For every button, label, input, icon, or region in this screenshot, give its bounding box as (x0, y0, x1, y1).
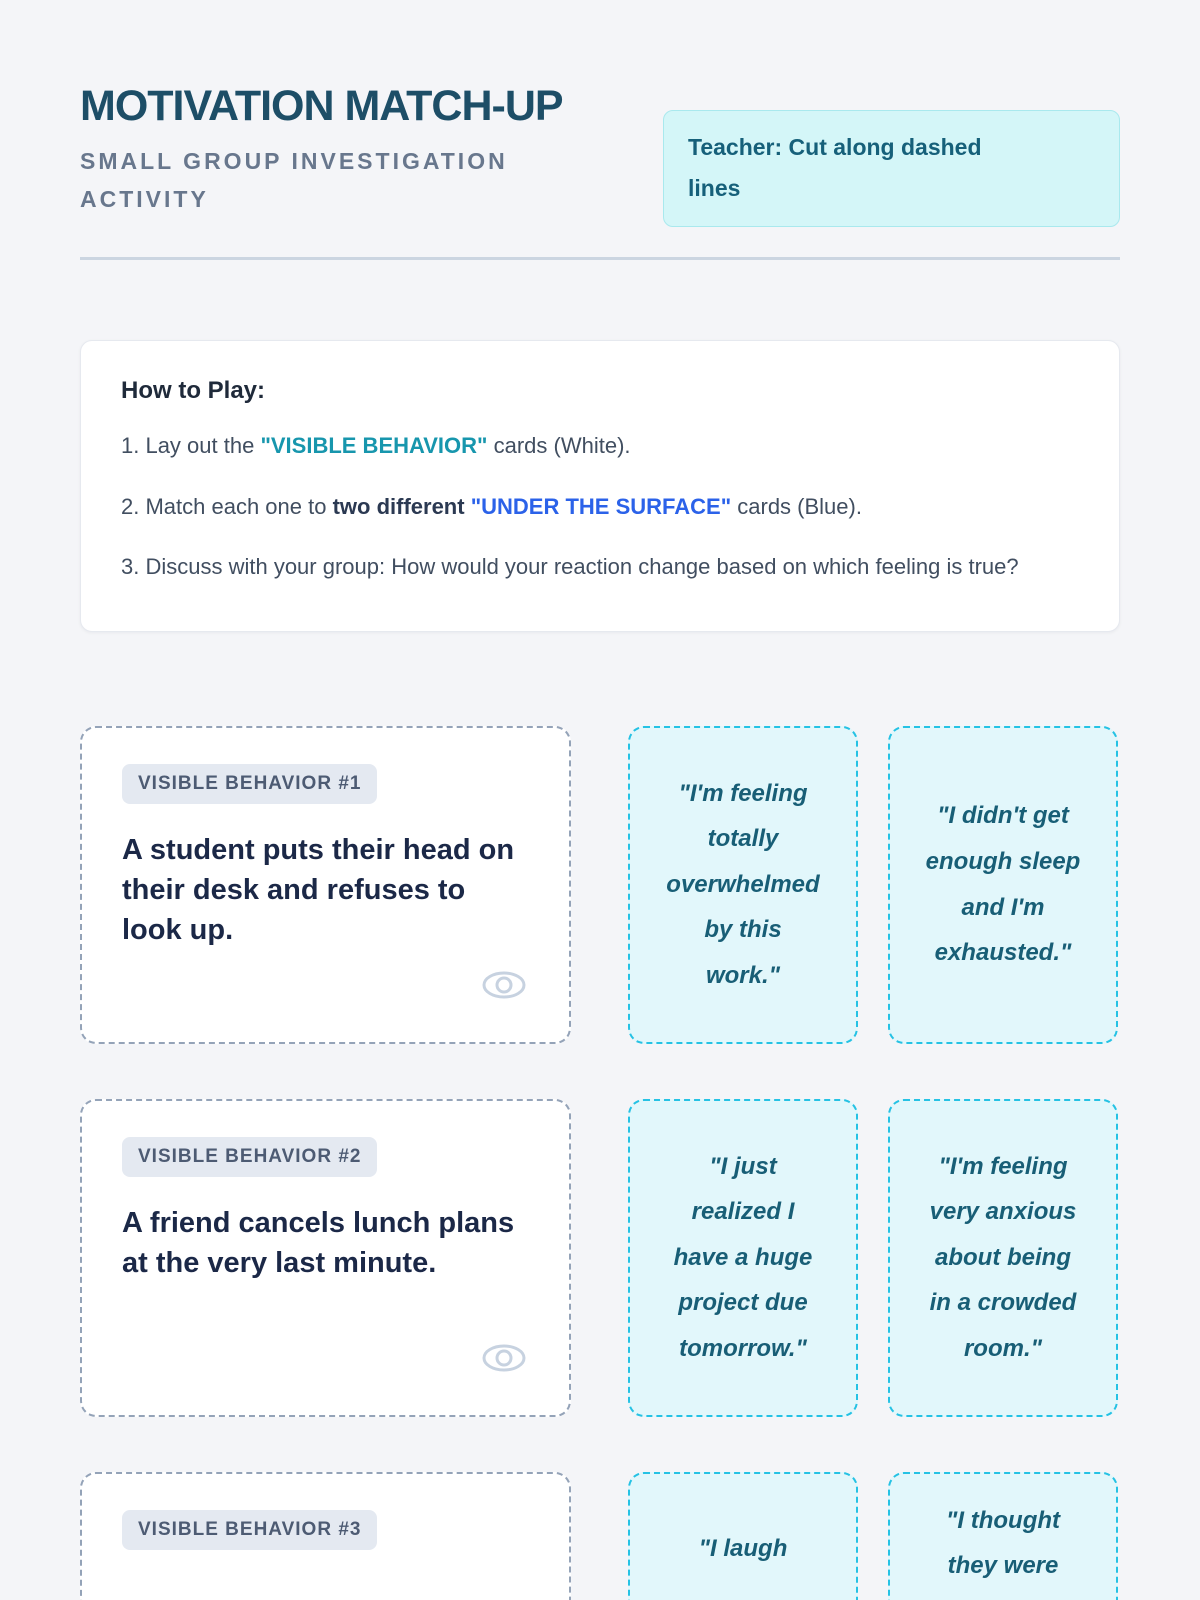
step-1-suffix: cards (White). (487, 433, 631, 459)
behavior-badge-2: VISIBLE BEHAVIOR #2 (122, 1137, 377, 1177)
feeling-card-3a (628, 1472, 858, 1600)
feeling-card-2a (628, 1099, 858, 1417)
header (80, 84, 1120, 219)
teacher-note-text: Teacher: Cut along dashed lines (688, 134, 982, 202)
feeling-card-2b (888, 1099, 1118, 1417)
behavior-card-2 (80, 1099, 571, 1417)
feeling-quote: "I thought they were (946, 1506, 1060, 1580)
behavior-text-1: A student puts their head on their desk and refuses to look up. (122, 833, 515, 946)
feeling-quote: "I'm feeling very anxious about being in a crowded room." (929, 1152, 1077, 1362)
feeling-card-3b (888, 1472, 1118, 1600)
step-1 (121, 427, 1079, 466)
card-row-3 (80, 1472, 1120, 1600)
feeling-quote: "I'm feeling totally overwhelmed by this work." (666, 779, 820, 989)
how-to-play-card (80, 340, 1120, 632)
step-2-bold: two different (332, 493, 465, 519)
eye-icon (481, 1342, 527, 1379)
behavior-card-1 (80, 726, 571, 1044)
teacher-note-box (663, 110, 1120, 227)
card-row-1 (80, 726, 1120, 1044)
card-row-2 (80, 1099, 1120, 1417)
step-2-highlight: "UNDER THE SURFACE" (470, 493, 732, 519)
eye-icon (481, 969, 527, 1006)
page-subtitle: SMALL GROUP INVESTIGATION ACTIVITY (80, 148, 508, 213)
card-grid (80, 726, 1120, 1600)
divider (80, 257, 1120, 260)
step-2 (121, 488, 1079, 527)
behavior-badge-3: VISIBLE BEHAVIOR #3 (122, 1510, 377, 1550)
worksheet-page (80, 0, 1120, 1600)
step-1-highlight: "VISIBLE BEHAVIOR" (260, 433, 488, 459)
feeling-card-1b (888, 726, 1118, 1044)
feeling-quote: "I didn't get enough sleep and I'm exhausted." (925, 802, 1081, 967)
behavior-badge-1: VISIBLE BEHAVIOR #1 (122, 764, 377, 804)
step-3: 3. Discuss with your group: How would your reaction change based on which feeling is true? (121, 554, 1019, 580)
how-to-play-heading: How to Play: (121, 377, 266, 405)
page-title: MOTIVATION MATCH-UP (80, 82, 563, 130)
step-2-prefix: 2. Match each one to (121, 493, 333, 519)
behavior-text-2: A friend cancels lunch plans at the very last minute. (122, 1206, 515, 1279)
behavior-card-3 (80, 1472, 571, 1600)
feeling-quote: "I just realized I have a huge project due tomorrow." (673, 1152, 813, 1362)
feeling-quote: "I laugh (698, 1534, 788, 1562)
step-2-suffix: cards (Blue). (731, 493, 862, 519)
step-1-prefix: 1. Lay out the (121, 433, 261, 459)
feeling-card-1a (628, 726, 858, 1044)
